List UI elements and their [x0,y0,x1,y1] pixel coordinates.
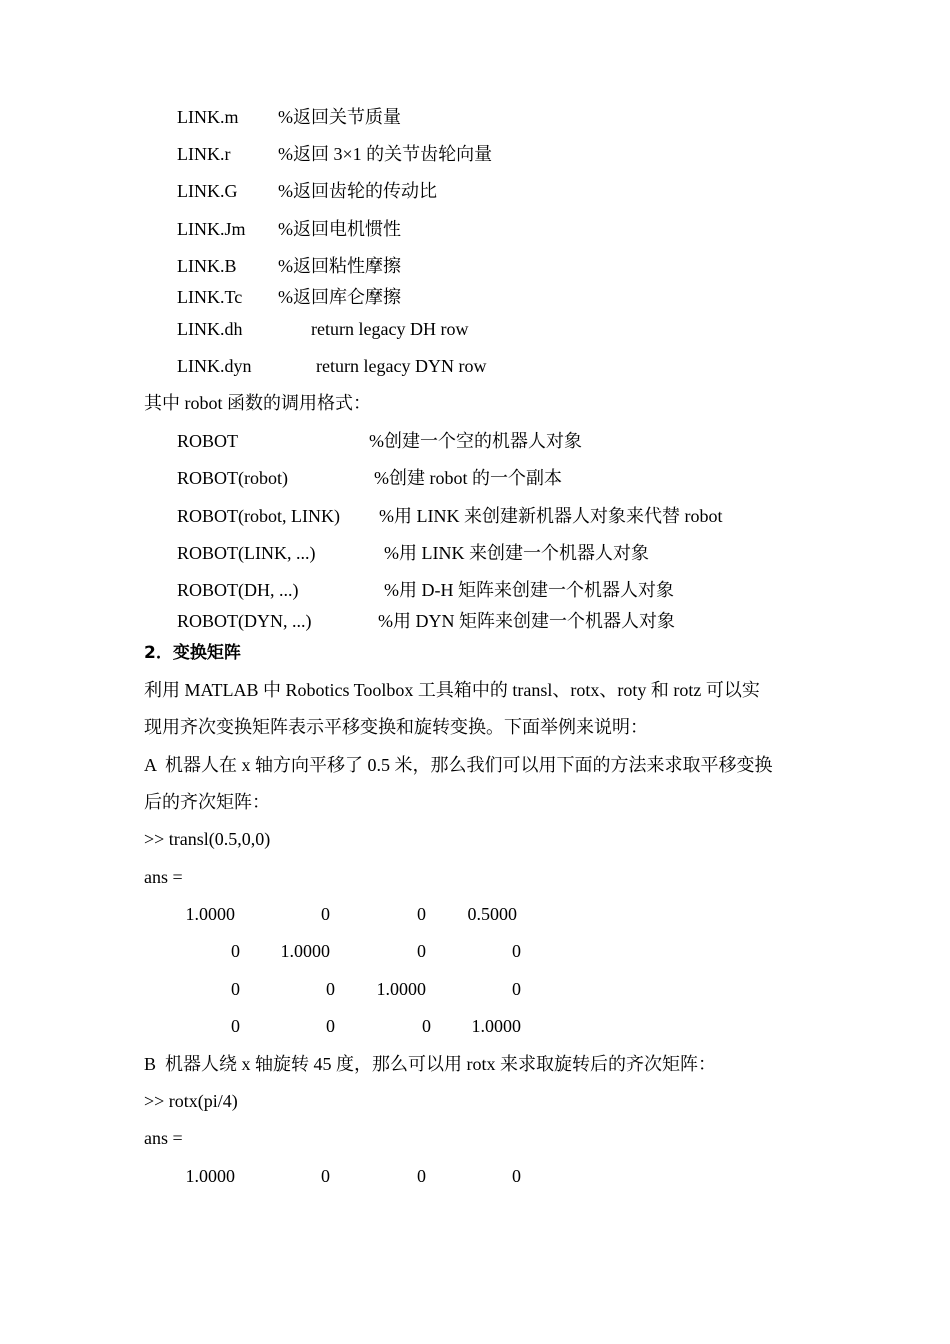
matrix-cell: 0 [417,904,426,924]
robot-code: ROBOT(DYN, ...) [177,611,312,631]
command-line: >> transl(0.5,0,0) [144,829,271,849]
matrix-cell: 0.5000 [467,904,517,924]
link-code: LINK.Jm [177,219,246,239]
robot-intro: 其中 robot 函数的调用格式： [144,393,371,413]
example-a-text: 后的齐次矩阵： [144,792,270,812]
matrix-cell: 1.0000 [376,979,426,999]
matrix-cell: 1.0000 [185,904,235,924]
robot-comment: %创建一个空的机器人对象 [369,431,582,451]
link-code: LINK.B [177,256,237,276]
matrix-cell: 0 [326,1016,335,1036]
link-code: LINK.m [177,107,239,127]
robot-comment: %用 D-H 矩阵来创建一个机器人对象 [384,580,674,600]
matrix-cell: 0 [512,979,521,999]
matrix-cell: 0 [321,904,330,924]
command-line: >> rotx(pi/4) [144,1091,238,1111]
matrix-cell: 0 [417,1166,426,1186]
matrix-cell: 0 [326,979,335,999]
link-code: LINK.G [177,181,238,201]
matrix-cell: 1.0000 [280,941,330,961]
robot-code: ROBOT [177,431,239,451]
example-a-text: A 机器人在 x 轴方向平移了 0.5 米，那么我们可以用下面的方法来求取平移变换 [144,755,773,775]
robot-code: ROBOT(robot, LINK) [177,506,340,526]
section-heading: 2．变换矩阵 [144,643,241,663]
matrix-cell: 0 [231,979,240,999]
example-b-text: B 机器人绕 x 轴旋转 45 度，那么可以用 rotx 来求取旋转后的齐次矩阵： [144,1054,716,1074]
link-comment: %返回库仑摩擦 [278,287,401,307]
ans-label: ans = [144,1128,183,1148]
link-code: LINK.r [177,144,231,164]
robot-code: ROBOT(robot) [177,468,288,488]
matrix-cell: 1.0000 [471,1016,521,1036]
link-comment: %返回 3×1 的关节齿轮向量 [278,144,493,164]
link-code: LINK.dh [177,319,243,339]
link-comment: %返回关节质量 [278,107,401,127]
paragraph-line: 现用齐次变换矩阵表示平移变换和旋转变换。下面举例来说明： [144,717,648,737]
link-code: LINK.Tc [177,287,243,307]
matrix-cell: 0 [512,941,521,961]
matrix-cell: 0 [231,941,240,961]
ans-label: ans = [144,867,183,887]
link-comment: %返回电机惯性 [278,219,401,239]
link-code: LINK.dyn [177,356,252,376]
robot-comment: %用 LINK 来创建新机器人对象来代替 robot [379,506,723,526]
matrix-cell: 0 [321,1166,330,1186]
matrix-cell: 0 [417,941,426,961]
matrix-cell: 0 [231,1016,240,1036]
robot-comment: %创建 robot 的一个副本 [374,468,562,488]
link-comment: %返回粘性摩擦 [278,256,401,276]
matrix-cell: 0 [512,1166,521,1186]
paragraph-line: 利用 MATLAB 中 Robotics Toolbox 工具箱中的 transl、rotx、roty 和 rotz 可以实 [144,680,760,700]
robot-comment: %用 LINK 来创建一个机器人对象 [384,543,649,563]
robot-comment: %用 DYN 矩阵来创建一个机器人对象 [378,611,675,631]
robot-code: ROBOT(LINK, ...) [177,543,316,563]
matrix-cell: 0 [422,1016,431,1036]
robot-code: ROBOT(DH, ...) [177,580,299,600]
link-comment: %返回齿轮的传动比 [278,181,437,201]
matrix-cell: 1.0000 [185,1166,235,1186]
link-comment: return legacy DYN row [316,356,487,376]
link-comment: return legacy DH row [311,319,469,339]
